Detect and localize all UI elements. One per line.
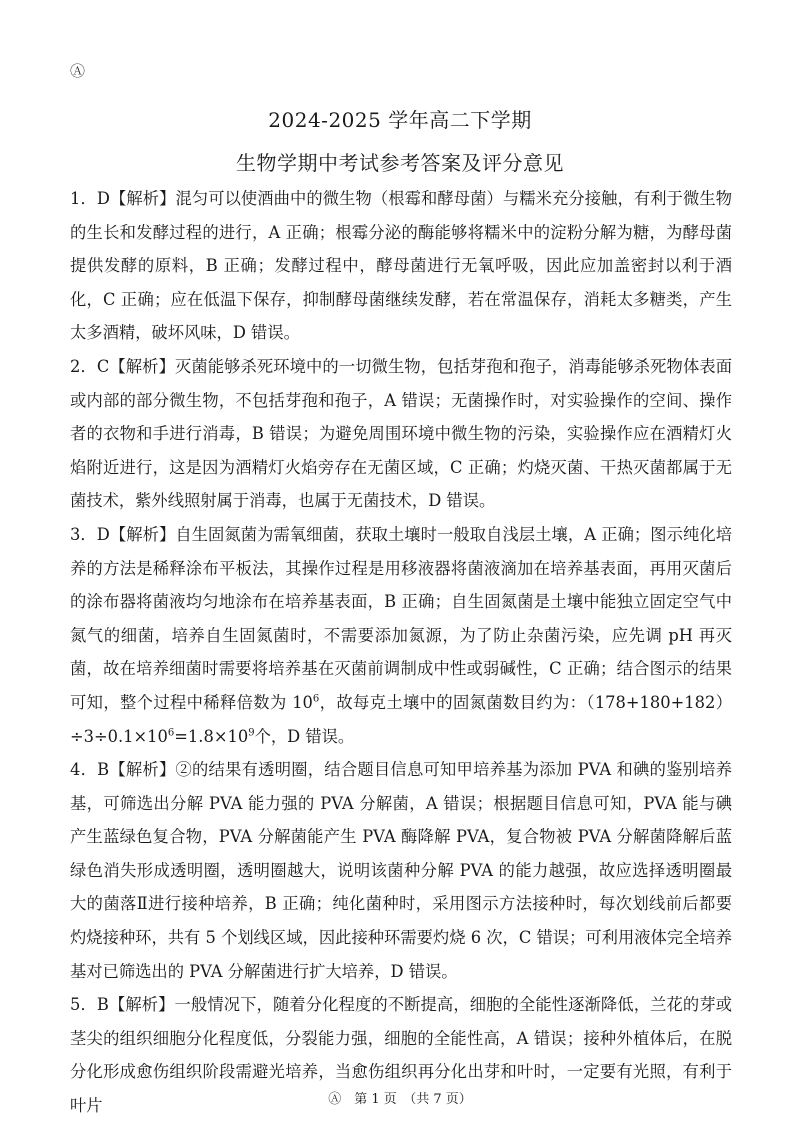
corner-mark: Ⓐ [70,62,86,80]
answer-3-text-mid-1: ，故每克土壤中的固氮菌数目约为：（178+180+182）÷3÷0.1×10 [70,692,732,746]
answer-3-text-before: 3．D【解析】自生固氮菌为需氧细菌，获取土壤时一般取自浅层土壤，A 正确；图示纯化培养的方法是稀释涂布平板法，其操作过程是用移液器将菌液滴加在培养基表面，再用灭菌后的涂布器将菌液均匀地涂布在培养基表面，B 正确；自生固氮菌是土壤中能独立固定空气中氮气的细菌，培养自生固氮菌时，不需要添加氮源，为了防止杂菌污染，应先调 pH 再灭菌，故在培养细菌时需要将培养基在灭菌前调制成中性或弱碱性，C 正确；结合图示的结果可知，整个过程中稀释倍数为 10 [70,524,732,712]
answer-3-sup-3: 9 [248,727,255,739]
page-footer: Ⓐ 第 1 页 （共 7 页） [328,1092,472,1107]
exam-subtitle: 生物学期中考试参考答案及评分意见 [236,151,564,175]
answer-3-text-after: 个，D 错误。 [254,726,355,746]
exam-title: 2024-2025 学年高二下学期 [268,108,532,132]
answer-item-3 [70,518,732,753]
answer-item-4: 4．B【解析】②的结果有透明圈，结合题目信息可知甲培养基为添加 PVA 和碘的鉴别培养基，可筛选出分解 PVA 能力强的 PVA 分解菌，A 错误；根据题目信息可知，PVA 能与碘产生蓝绿色复合物，PVA 分解菌能产生 PVA 酶降解 PVA，复合物被 PVA 分解菌降解后蓝绿色消失形成透明圈，透明圈越大，说明该菌种分解 PVA 的能力越强，故应选择透明圈最大的菌落Ⅱ进行接种培养，B 正确；纯化菌种时，采用图示方法接种时，每次划线前后都要灼烧接种环，共有 5 个划线区域，因此接种环需要灼烧 6 次，C 错误；可利用液体完全培养基对已筛选出的 PVA 分解菌进行扩大培养，D 错误。 [70,760,732,981]
answer-item-1: 1．D【解析】混匀可以使酒曲中的微生物（根霉和酵母菌）与糯米充分接触，有利于微生物的生长和发酵过程的进行，A 正确；根霉分泌的酶能够将糯米中的淀粉分解为糖，为酵母菌提供发酵的原料，B 正确；发酵过程中，酵母菌进行无氧呼吸，因此应加盖密封以利于酒化，C 正确；应在低温下保存，抑制酵母菌继续发酵，若在常温保存，消耗太多糖类，产生太多酒精，破坏风味，D 错误。 [70,189,732,343]
answer-3-text-mid-2: =1.8×10 [174,726,249,746]
answer-item-5: 5．B【解析】一般情况下，随着分化程度的不断提高，细胞的全能性逐渐降低，兰花的芽或茎尖的组织细胞分化程度低，分裂能力强，细胞的全能性高，A 错误；接种外植体后，在脱分化形成愈伤组织阶段需避光培养，当愈伤组织再分化出芽和叶时，一定要有光照，有利于叶片 [70,995,732,1116]
answer-3-sup-1: 6 [312,693,320,705]
answer-3-sup-2: 6 [167,727,175,739]
answer-list [70,182,732,1123]
answer-item-2: 2．C【解析】灭菌能够杀死环境中的一切微生物，包括芽孢和孢子，消毒能够杀死物体表面或内部的部分微生物，不包括芽孢和孢子，A 错误；无菌操作时，对实验操作的空间、操作者的衣物和手进行消毒，B 错误；为避免周围环境中微生物的污染，实验操作应在酒精灯火焰附近进行，这是因为酒精灯火焰旁存在无菌区域，C 正确；灼烧灭菌、干热灭菌都属于无菌技术，紫外线照射属于消毒，也属于无菌技术，D 错误。 [70,356,732,511]
